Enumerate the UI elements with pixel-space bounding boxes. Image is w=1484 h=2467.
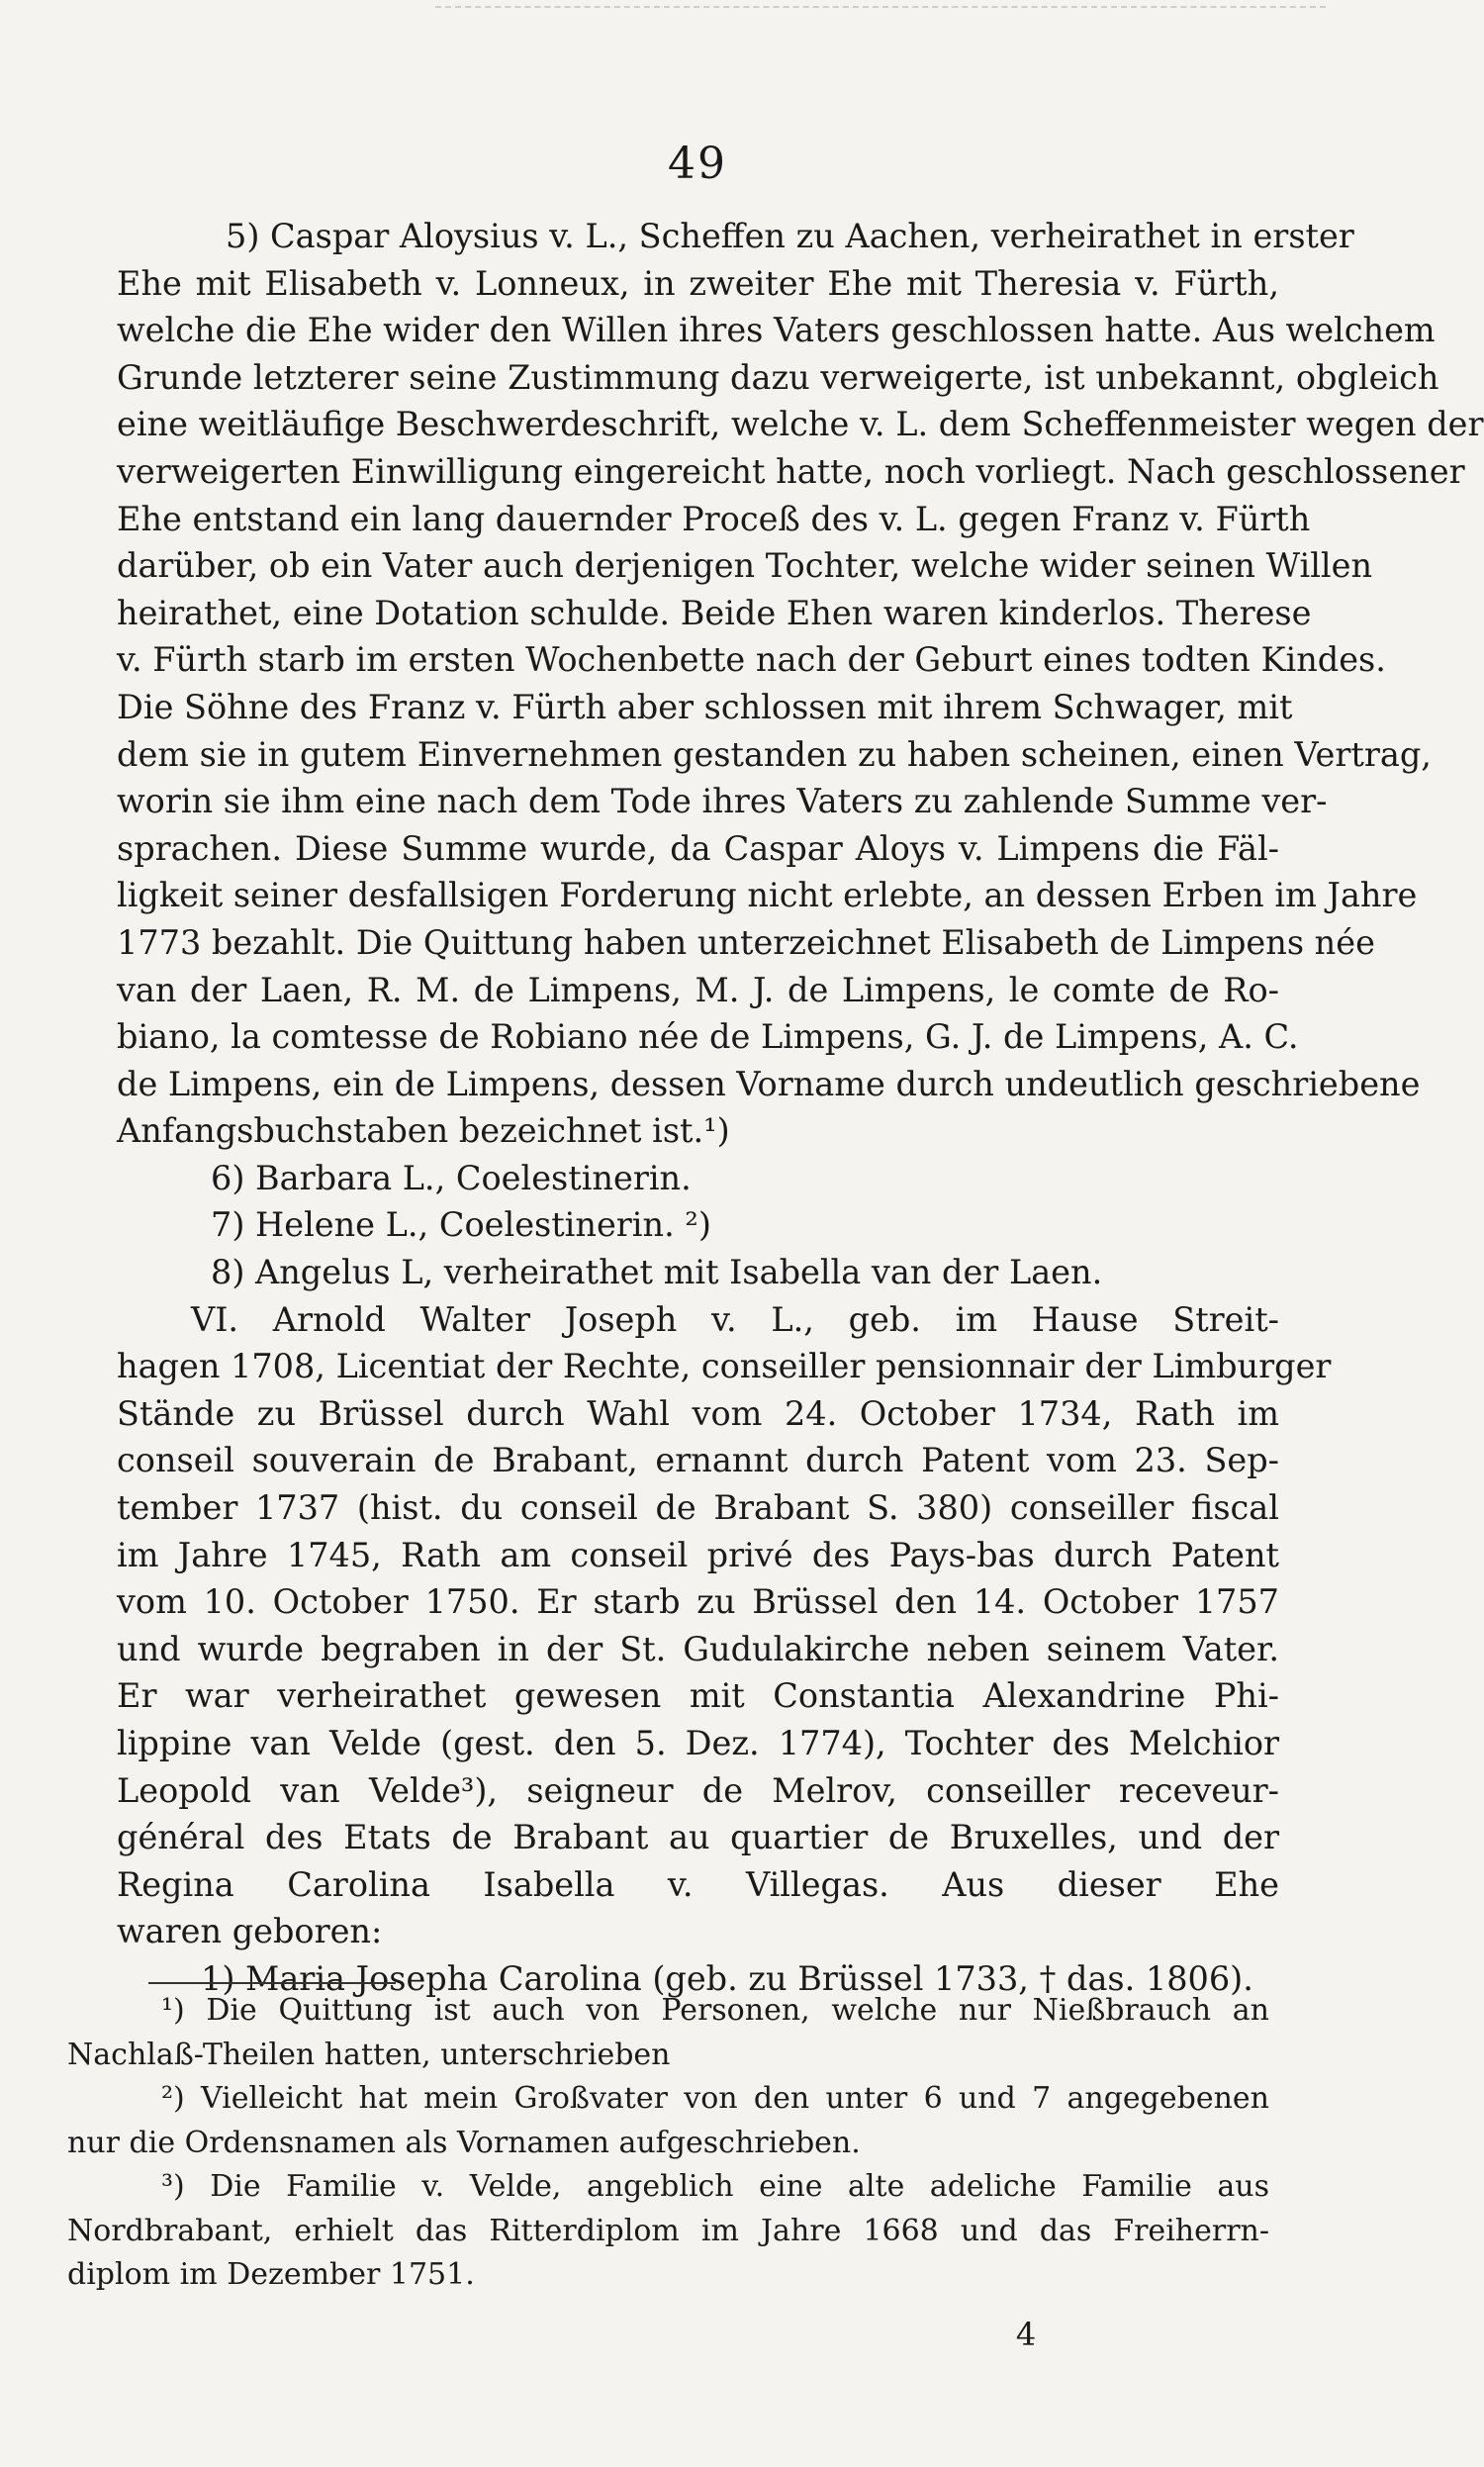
footnotes xyxy=(67,1989,1269,2298)
text-line: und wurde begraben in der St. Gudulakirche neben seinem Vater. xyxy=(117,1629,1279,1668)
text-line: lippine van Velde (gest. den 5. Dez. 1774), Tochter des Melchior xyxy=(117,1724,1279,1762)
text-line: Regina Carolina Isabella v. Villegas. Aus dieser Ehe xyxy=(117,1864,1279,1904)
footnote-line: diplom im Dezember 1751. xyxy=(67,2257,475,2292)
list-item: 8) Angelus L, verheirathet mit Isabella van der Laen. xyxy=(211,1253,1103,1292)
list-item: 6) Barbara L., Coelestinerin. xyxy=(211,1158,692,1197)
text-line: im Jahre 1745, Rath am conseil privé des Pays-bas durch Patent xyxy=(117,1535,1279,1574)
footnote-line: Nachlaß-Theilen hatten, unterschrieben xyxy=(67,2037,671,2072)
text-line: sprachen. Diese Summe wurde, da Caspar Aloys v. Limpens die Fäl- xyxy=(117,828,1279,868)
text-line: darüber, ob ein Vater auch derjenigen Tochter, welche wider seinen Willen xyxy=(117,546,1373,586)
main-text xyxy=(117,213,1484,2003)
text-line: v. Fürth starb im ersten Wochenbette nach der Geburt eines todten Kindes. xyxy=(117,640,1386,680)
text-line: waren geboren: xyxy=(117,1912,383,1951)
list-item: 1) Maria Josepha Carolina (geb. zu Brüssel 1733, † das. 1806). xyxy=(201,1958,1253,1998)
text-line: tember 1737 (hist. du conseil de Brabant S. 380) conseiller fiscal xyxy=(117,1488,1279,1528)
text-line: van der Laen, R. M. de Limpens, M. J. de Limpens, le comte de Ro- xyxy=(117,970,1279,1009)
text-line: welche die Ehe wider den Willen ihres Vaters geschlossen hatte. Aus welchem xyxy=(117,311,1436,350)
text-line: hagen 1708, Licentiat der Rechte, conseiller pensionnair der Limburger xyxy=(117,1347,1332,1386)
text-line: Ehe entstand ein lang dauernder Proceß des v. L. gegen Franz v. Fürth xyxy=(117,499,1311,538)
page-number: 49 xyxy=(668,139,727,189)
text-line: Stände zu Brüssel durch Wahl vom 24. October 1734, Rath im xyxy=(117,1393,1279,1433)
text-line: ligkeit seiner desfallsigen Forderung nicht erlebte, an dessen Erben im Jahre xyxy=(117,876,1418,915)
text-line: 5) Caspar Aloysius v. L., Scheffen zu Aachen, verheirathet in erster xyxy=(226,217,1354,255)
text-line: Ehe mit Elisabeth v. Lonneux, in zweiter Ehe mit Theresia v. Fürth, xyxy=(117,263,1279,303)
footnote-line: ¹) Die Quittung ist auch von Personen, welche nur Nießbrauch an xyxy=(161,1993,1269,2028)
signature-mark: 4 xyxy=(1015,2316,1037,2353)
footnote-line: ³) Die Familie v. Velde, angeblich eine alte adeliche Familie aus xyxy=(161,2169,1269,2204)
text-line: heirathet, eine Dotation schulde. Beide Ehen waren kinderlos. Therese xyxy=(117,593,1312,632)
text-line: général des Etats de Brabant au quartier de Bruxelles, und der xyxy=(117,1818,1279,1857)
text-line: Die Söhne des Franz v. Fürth aber schlossen mit ihrem Schwager, mit xyxy=(117,687,1293,726)
list-item: 7) Helene L., Coelestinerin. ²) xyxy=(211,1205,711,1245)
text-line: 1773 bezahlt. Die Quittung haben unterzeichnet Elisabeth de Limpens née xyxy=(117,922,1375,962)
text-line: conseil souverain de Brabant, ernannt durch Patent vom 23. Sep- xyxy=(117,1441,1279,1480)
text-line: Er war verheirathet gewesen mit Constantia Alexandrine Phi- xyxy=(117,1676,1279,1716)
text-line: Anfangsbuchstaben bezeichnet ist.¹) xyxy=(117,1111,730,1151)
footnote-line: Nordbrabant, erhielt das Ritterdiplom im Jahre 1668 und das Freiherrn- xyxy=(67,2213,1269,2248)
text-line: eine weitläufige Beschwerdeschrift, welche v. L. dem Scheffenmeister wegen der xyxy=(117,405,1484,444)
section-heading-line: VI. Arnold Walter Joseph v. L., geb. im Hause Streit- xyxy=(191,1299,1279,1339)
text-line: dem sie in gutem Einvernehmen gestanden zu haben scheinen, einen Vertrag, xyxy=(117,734,1432,774)
top-edge-rule xyxy=(435,0,1326,8)
text-line: Leopold van Velde³), seigneur de Melrov, conseiller receveur- xyxy=(117,1770,1279,1810)
text-line: worin sie ihm eine nach dem Tode ihres Vaters zu zahlende Summe ver- xyxy=(117,782,1328,821)
text-line: de Limpens, ein de Limpens, dessen Vorname durch undeutlich geschriebene xyxy=(117,1064,1421,1103)
text-line: biano, la comtesse de Robiano née de Limpens, G. J. de Limpens, A. C. xyxy=(117,1017,1299,1057)
text-line: vom 10. October 1750. Er starb zu Brüssel den 14. October 1757 xyxy=(117,1582,1279,1622)
text-line: Grunde letzterer seine Zustimmung dazu verweigerte, ist unbekannt, obgleich xyxy=(117,357,1439,397)
footnote-line: ²) Vielleicht hat mein Großvater von den unter 6 und 7 angegebenen xyxy=(161,2081,1269,2116)
footnote-line: nur die Ordensnamen als Vornamen aufgeschrieben. xyxy=(67,2125,861,2160)
text-line: verweigerten Einwilligung eingereicht hatte, noch vorliegt. Nach geschlossener xyxy=(117,451,1465,491)
footnote-divider xyxy=(148,1982,396,1984)
